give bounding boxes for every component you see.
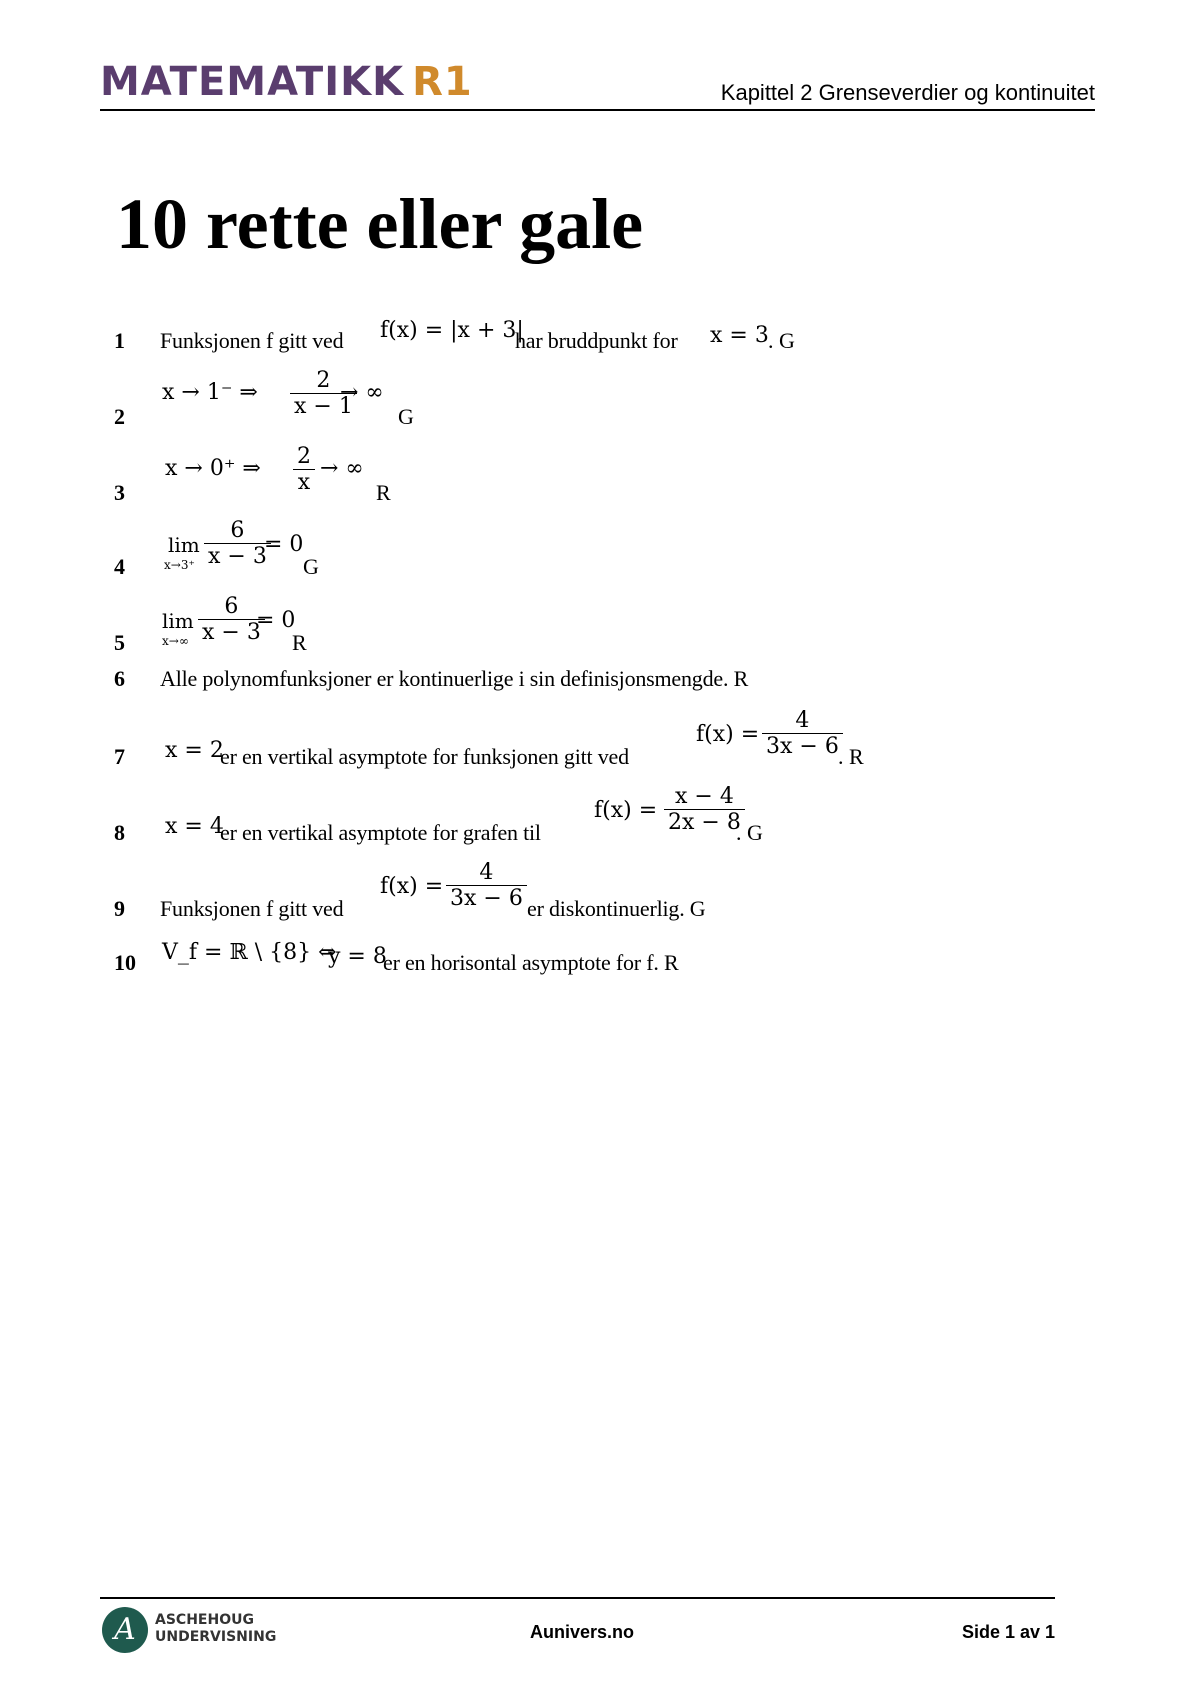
- question-fraction: [446, 860, 527, 911]
- question-fraction: [198, 594, 265, 645]
- question-limit-sub: x→∞: [162, 634, 189, 648]
- question-2: [0, 368, 1200, 438]
- question-3: [0, 444, 1200, 514]
- question-number: 6: [114, 666, 125, 691]
- question-text-post: har bruddpunkt for: [515, 328, 678, 353]
- question-text: Funksjonen f gitt ved: [160, 896, 344, 921]
- question-4: [0, 518, 1200, 588]
- question-answer: . G: [768, 328, 795, 353]
- question-number: 9: [114, 896, 125, 921]
- question-math: f(x) = |x + 3|: [380, 318, 524, 343]
- question-text: er en horisontal asymptote for f. R: [383, 950, 679, 975]
- question-math-rhs: = 0: [264, 532, 304, 557]
- logo-line-1: ASCHEHOUG: [155, 1612, 254, 1628]
- page-number: Side 1 av 1: [961, 1622, 1055, 1642]
- question-text: er en vertikal asymptote for grafen til: [220, 820, 541, 845]
- question-number: 3: [114, 480, 125, 505]
- question-10: [0, 940, 1200, 980]
- question-fraction: [664, 784, 745, 835]
- question-9: [0, 860, 1200, 930]
- logo-suffix-text: R1: [412, 59, 473, 105]
- fraction-denominator: 3x − 6: [762, 733, 843, 759]
- question-text: Alle polynomfunksjoner er kontinuerlige i sin definisjonsmengde. R: [160, 666, 749, 691]
- question-text-post: er diskontinuerlig. G: [527, 896, 706, 921]
- question-number: 2: [114, 404, 125, 429]
- footer-divider: [100, 1597, 1055, 1599]
- logo-main-text: MATEMATIKK: [100, 59, 405, 105]
- question-math-rhs: = 0: [256, 608, 296, 633]
- question-number: 7: [114, 744, 125, 769]
- question-fraction: [204, 518, 271, 569]
- question-8: [0, 784, 1200, 854]
- fraction-denominator: x: [293, 469, 315, 495]
- question-math: x = 4: [165, 814, 224, 839]
- question-text: Funksjonen f gitt ved: [160, 328, 344, 353]
- question-math-rhs: → ∞: [320, 456, 364, 481]
- question-math-2: x = 3: [710, 323, 769, 348]
- question-answer: G: [303, 554, 319, 579]
- fraction-denominator: x − 3: [198, 619, 265, 645]
- fraction-numerator: 2: [297, 444, 311, 469]
- question-answer: . G: [736, 820, 763, 845]
- fraction-denominator: 3x − 6: [446, 885, 527, 911]
- question-number: 8: [114, 820, 125, 845]
- aschehoug-logo-text: [155, 1612, 276, 1646]
- question-math: x = 2: [165, 738, 224, 763]
- fraction-denominator: x − 1: [290, 393, 357, 419]
- question-7: [0, 708, 1200, 778]
- fraction-numerator: x − 4: [675, 784, 734, 809]
- question-fraction: [293, 444, 315, 495]
- question-fx: f(x) =: [594, 798, 658, 823]
- question-number: 1: [114, 328, 125, 353]
- fraction-numerator: 4: [795, 708, 810, 733]
- question-text: er en vertikal asymptote for funksjonen gitt ved: [220, 744, 629, 769]
- chapter-title: Kapittel 2 Grenseverdier og kontinuitet: [720, 80, 1095, 105]
- question-answer: R: [292, 630, 307, 655]
- question-fx: f(x) =: [380, 874, 444, 899]
- question-math-2: y = 8: [328, 944, 387, 969]
- question-answer: . R: [838, 744, 864, 769]
- question-math: x → 0⁺ ⇒: [165, 456, 261, 481]
- question-answer: G: [398, 404, 414, 429]
- question-math: V_f = ℝ \ {8} ⇔: [162, 940, 337, 965]
- fraction-numerator: 6: [224, 594, 239, 619]
- question-fraction: [762, 708, 843, 759]
- question-fx: f(x) =: [696, 722, 760, 747]
- page-title: 10 rette eller gale: [116, 184, 644, 264]
- fraction-numerator: 6: [230, 518, 245, 543]
- question-limit-sub: x→3⁺: [164, 558, 195, 572]
- question-number: 10: [114, 950, 136, 975]
- fraction-denominator: x − 3: [204, 543, 271, 569]
- question-number: 5: [114, 630, 125, 655]
- aschehoug-logo-icon: A: [102, 1607, 148, 1653]
- fraction-denominator: 2x − 8: [664, 809, 745, 835]
- question-limit: lim: [168, 533, 200, 557]
- question-6: [0, 666, 1200, 702]
- question-5: [0, 594, 1200, 664]
- fraction-numerator: 2: [316, 368, 331, 393]
- fraction-numerator: 4: [479, 860, 494, 885]
- question-math-rhs: → ∞: [340, 380, 384, 405]
- question-math: x → 1⁻ ⇒: [162, 380, 258, 405]
- logo-line-2: UNDERVISNING: [155, 1629, 277, 1645]
- question-limit: lim: [162, 609, 194, 633]
- footer-site: Aunivers.no: [530, 1622, 635, 1642]
- question-number: 4: [114, 554, 125, 579]
- question-answer: R: [376, 480, 391, 505]
